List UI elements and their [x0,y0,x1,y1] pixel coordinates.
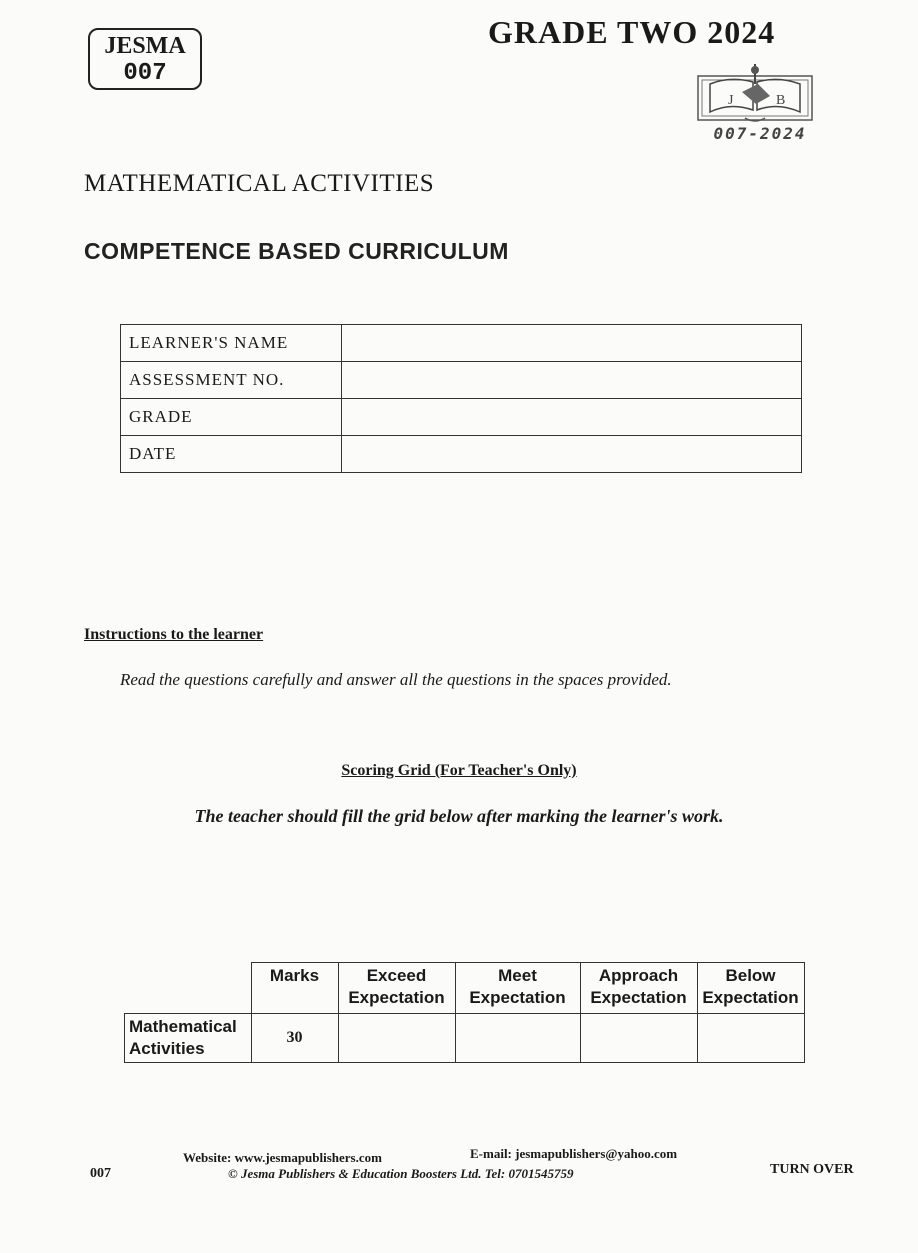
date-field[interactable] [342,436,802,473]
svg-text:J: J [728,93,734,108]
instructions-title: Instructions to the learner [84,626,264,643]
subject-title: MATHEMATICAL ACTIVITIES [84,170,435,197]
page-title: GRADE TWO 2024 [488,14,776,50]
instructions-text: Read the questions carefully and answer all the questions in the spaces provided. [120,670,672,689]
learner-name-field[interactable] [342,325,802,362]
header-below [697,963,804,1014]
header-exceed [338,963,455,1014]
footer-copyright: © Jesma Publishers & Education Boosters Ltd. Tel: 0701545759 [228,1166,574,1181]
header-line: Expectation [702,988,799,1007]
header-approach [580,963,697,1014]
below-cell[interactable] [697,1014,804,1063]
marks-cell: 30 [251,1014,338,1063]
header-marks [251,963,338,1014]
header-line: Below [725,966,776,985]
table-row [121,325,802,362]
header-line: Meet [498,966,537,985]
header-line: Approach [598,966,679,985]
header-line: Expectation [469,988,566,1007]
scoring-grid-note: The teacher should fill the grid below after marking the learner's work. [194,806,724,826]
footer-website: Website: www.jesmapublishers.com [183,1150,382,1165]
assessment-no-label: ASSESSMENT NO. [121,362,342,399]
blank-cell [125,963,252,1014]
date-label: DATE [121,436,342,473]
table-row [121,362,802,399]
assessment-no-field[interactable] [342,362,802,399]
scoring-grid-title: Scoring Grid (For Teacher's Only) [341,762,577,779]
header-line: Expectation [590,988,687,1007]
approach-cell[interactable] [580,1014,697,1063]
exceed-cell[interactable] [338,1014,455,1063]
header-line: Marks [269,966,320,985]
grade-field[interactable] [342,399,802,436]
table-row [121,436,802,473]
grade-label: GRADE [121,399,342,436]
footer-code: 007 [90,1166,111,1181]
subject-cell [125,1014,252,1063]
code-box [88,28,202,90]
code-line2: 007 [123,60,167,87]
logo-code: 007-2024 [713,124,807,143]
svg-text:B: B [776,93,786,108]
learner-details-table [120,324,802,473]
header-line: Exceed [366,966,427,985]
meet-cell[interactable] [455,1014,580,1063]
subject-line: Mathematical [129,1017,237,1036]
code-line1: JESMA [104,33,186,59]
curriculum-title: COMPETENCE BASED CURRICULUM [84,238,509,264]
table-row [121,399,802,436]
subject-line: Activities [129,1039,205,1058]
turn-over-label: TURN OVER [770,1162,854,1177]
learner-name-label: LEARNER'S NAME [121,325,342,362]
table-row [125,1014,805,1063]
table-header-row [125,963,805,1014]
footer-email: E-mail: jesmapublishers@yahoo.com [470,1146,678,1161]
header-line: Expectation [348,988,445,1007]
scoring-grid-table [124,962,805,1063]
header-meet [455,963,580,1014]
